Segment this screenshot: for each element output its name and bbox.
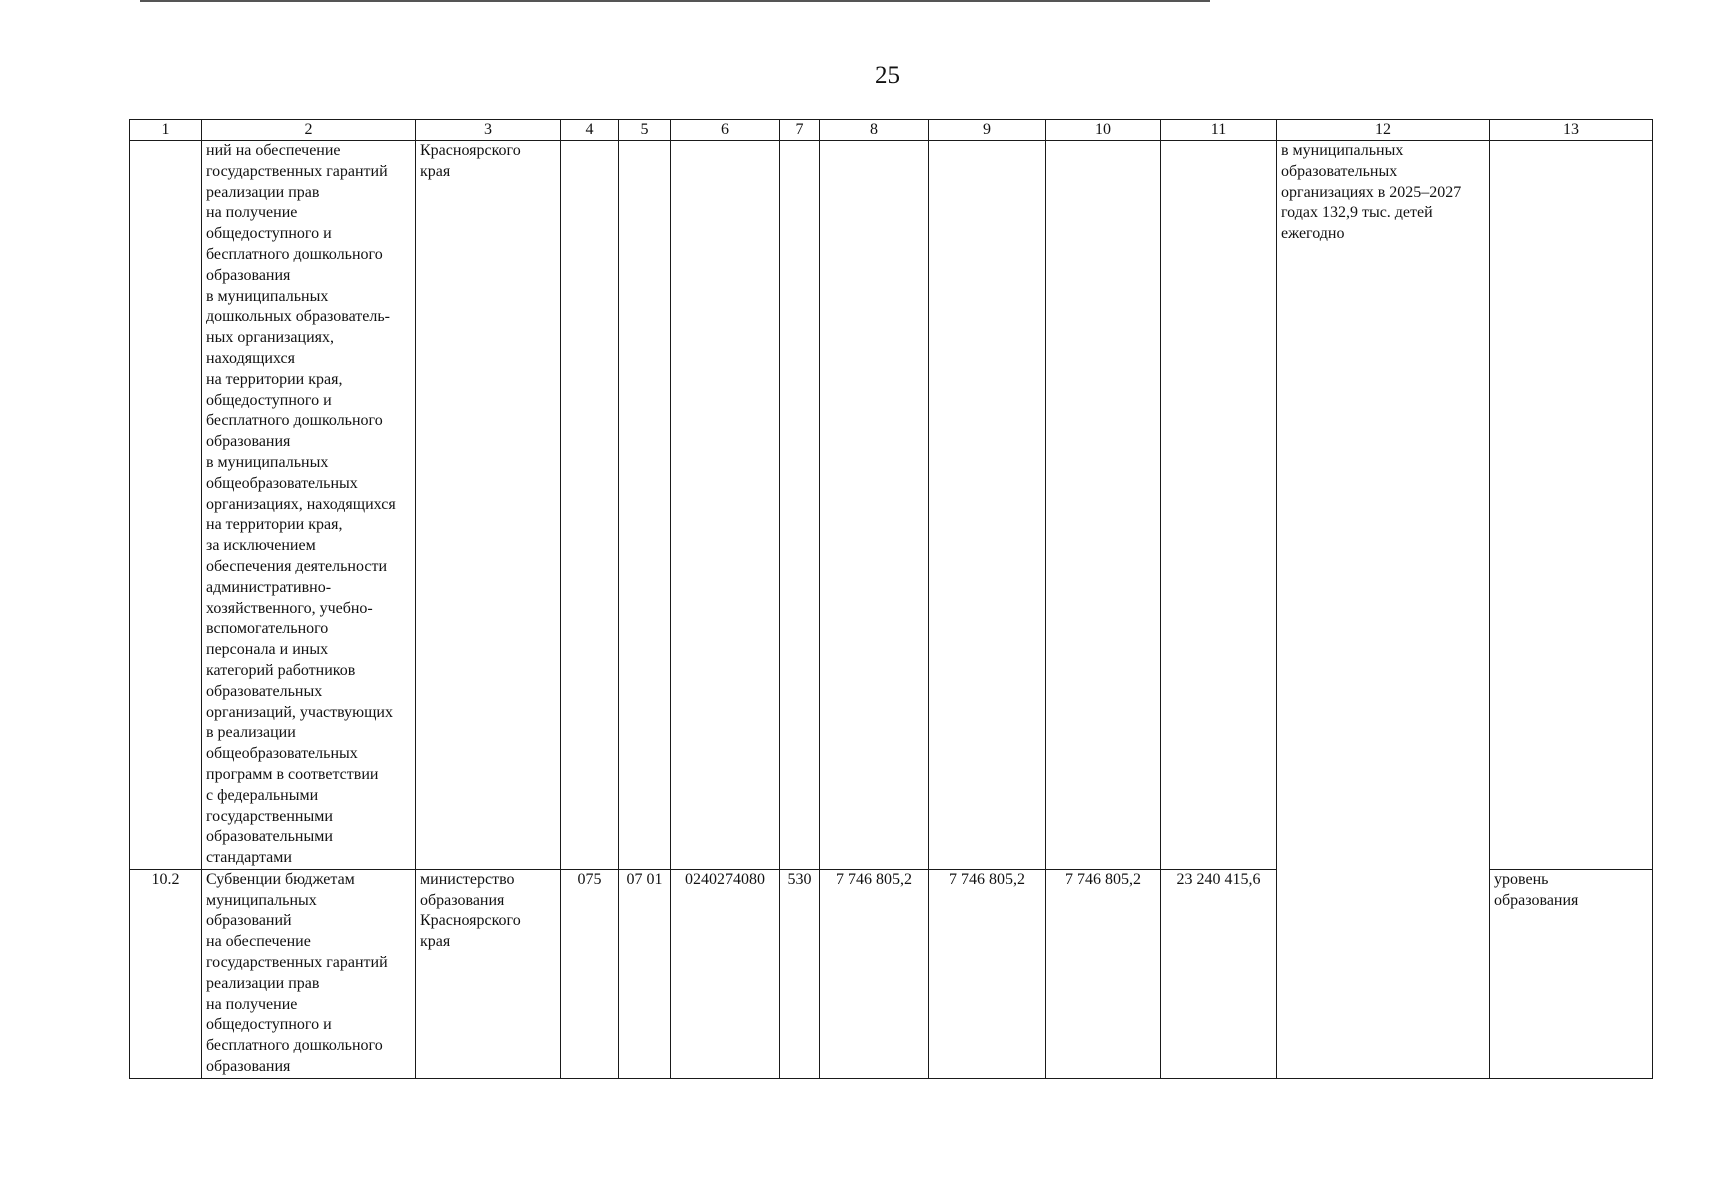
column-header-13: 13 [1490, 120, 1653, 141]
cell-col4: 075 [561, 869, 619, 1078]
cell-name: ний на обеспечение государственных гарантий реализации прав на получение общедоступного и бесплатного дошкольного образования в муниципальных дошкольных образователь- ных организациях, находящихся на территории края, общедоступного и бесплатного дошкольного образования в муниципальных общеобразовательных организациях, находящихся на территории края, за исключением обеспечения деятельности административно- хозяйственного, учебно- вспомогательного персонала и иных категорий работников образовательных организаций, участвующих в реализации общеобразовательных программ в соответствии с федеральными государственными образовательными стандартами [202, 141, 416, 870]
cell-col8: 7 746 805,2 [820, 869, 929, 1078]
cell-administrator: министерство образования Красноярского края [416, 869, 561, 1078]
cell-number: 10.2 [130, 869, 202, 1078]
cell-col9 [929, 141, 1046, 870]
cell-col13 [1490, 141, 1653, 870]
column-header-10: 10 [1046, 120, 1161, 141]
cell-col5: 07 01 [619, 869, 671, 1078]
cell-col13: уровень образования [1490, 869, 1653, 1078]
cell-col10: 7 746 805,2 [1046, 869, 1161, 1078]
cell-col4 [561, 141, 619, 870]
column-header-4: 4 [561, 120, 619, 141]
column-header-2: 2 [202, 120, 416, 141]
column-header-7: 7 [780, 120, 820, 141]
cell-administrator: Красноярского края [416, 141, 561, 870]
top-rule [140, 0, 1210, 2]
column-header-5: 5 [619, 120, 671, 141]
cell-name: Субвенции бюджетам муниципальных образований на обеспечение государственных гарантий реализации прав на получение общедоступного и бесплатного дошкольного образования [202, 869, 416, 1078]
cell-col5 [619, 141, 671, 870]
cell-col11 [1161, 141, 1277, 870]
column-header-12: 12 [1277, 120, 1490, 141]
cell-col9: 7 746 805,2 [929, 869, 1046, 1078]
cell-col7 [780, 141, 820, 870]
cell-expected-result: в муниципальных образовательных организациях в 2025–2027 годах 132,9 тыс. детей ежегодно [1277, 141, 1490, 1079]
cell-col6 [671, 141, 780, 870]
cell-col10 [1046, 141, 1161, 870]
page-number: 25 [875, 62, 900, 89]
cell-col8 [820, 141, 929, 870]
cell-col11: 23 240 415,6 [1161, 869, 1277, 1078]
column-header-8: 8 [820, 120, 929, 141]
table-row-continuation [130, 141, 1653, 870]
header-row [130, 120, 1653, 141]
column-header-6: 6 [671, 120, 780, 141]
cell-number [130, 141, 202, 870]
column-header-1: 1 [130, 120, 202, 141]
budget-table [129, 119, 1653, 1079]
cell-col6: 0240274080 [671, 869, 780, 1078]
column-header-11: 11 [1161, 120, 1277, 141]
cell-col7: 530 [780, 869, 820, 1078]
column-header-9: 9 [929, 120, 1046, 141]
column-header-3: 3 [416, 120, 561, 141]
